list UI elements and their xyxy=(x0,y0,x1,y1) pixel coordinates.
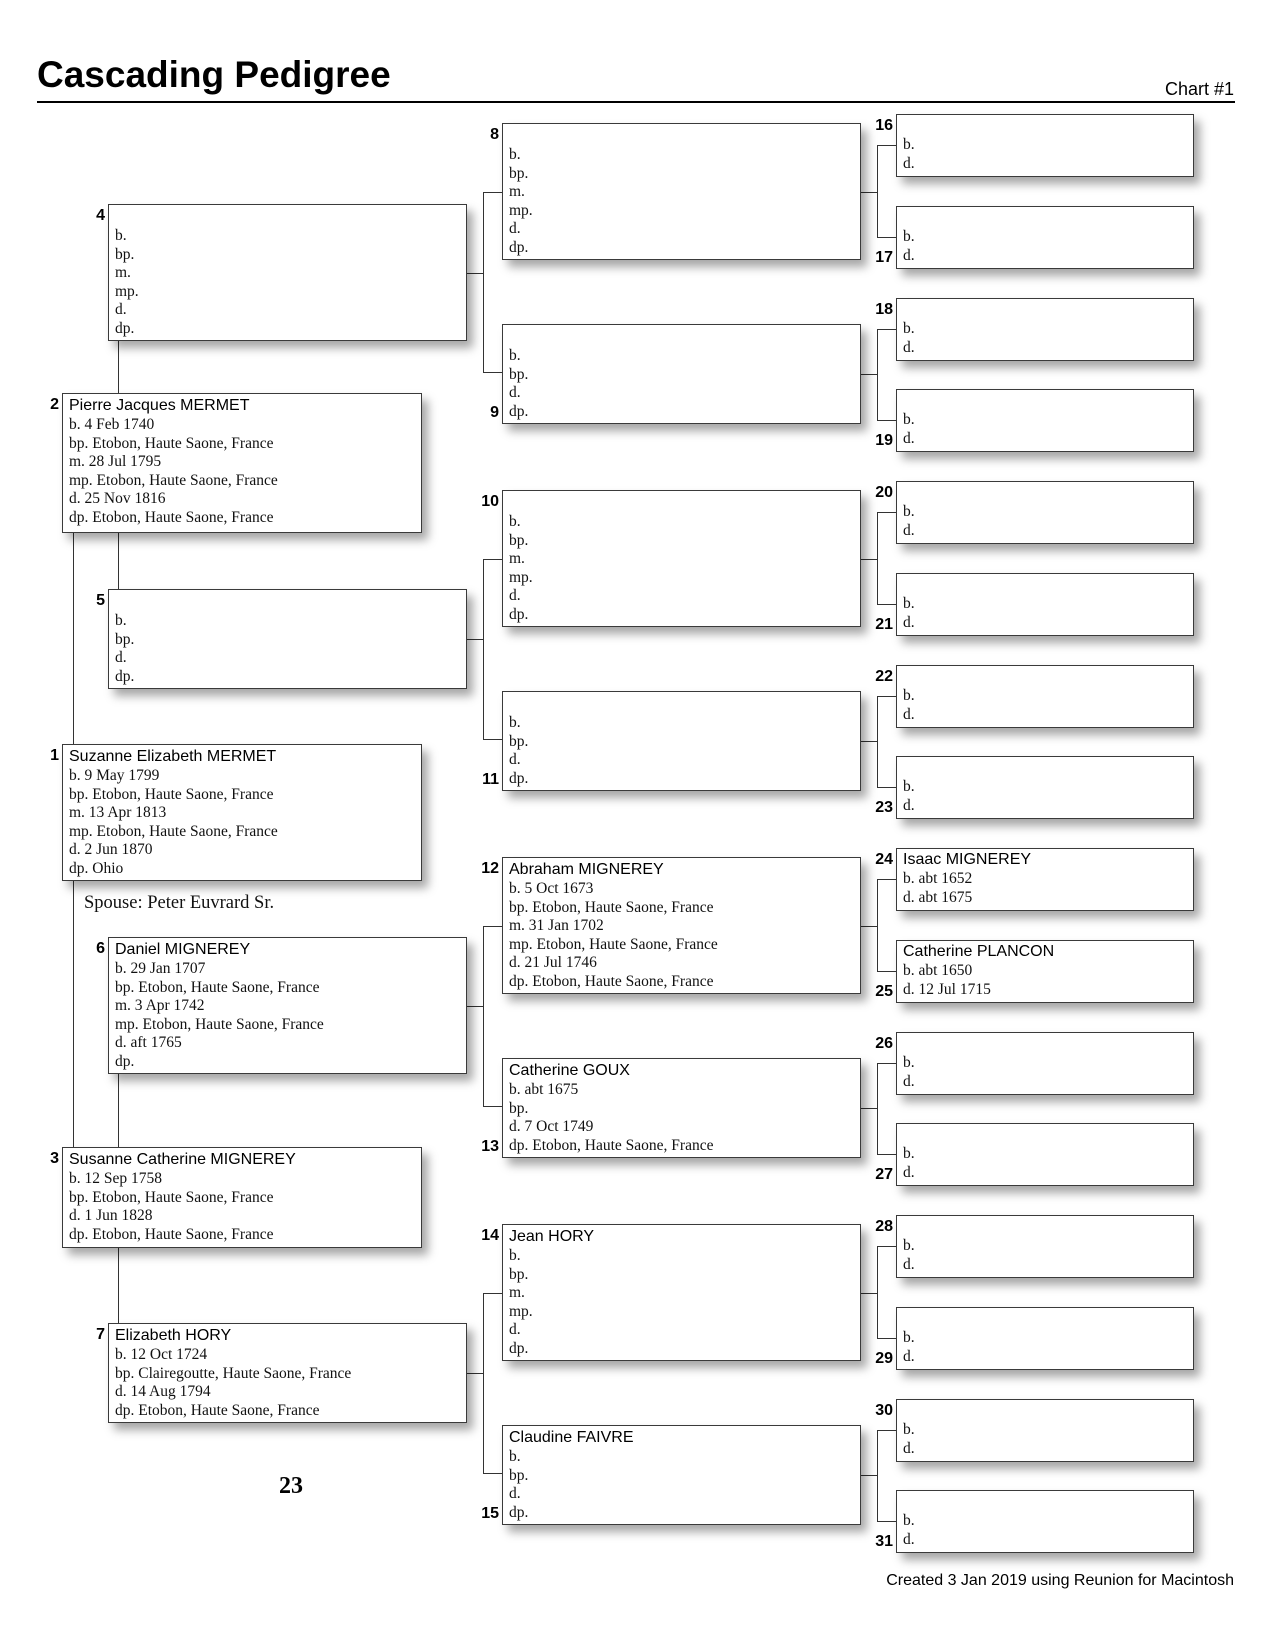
person-detail: dp. xyxy=(509,605,529,623)
connector-line xyxy=(877,879,878,972)
person-name xyxy=(903,1125,1193,1145)
person-box[interactable] xyxy=(896,481,1194,544)
connector-line xyxy=(483,192,503,193)
connector-line xyxy=(483,559,484,740)
person-detail: dp. Etobon, Haute Saone, France xyxy=(509,1136,714,1154)
person-box[interactable] xyxy=(896,1123,1194,1186)
person-detail: b. 5 Oct 1673 xyxy=(509,880,594,897)
connector-line xyxy=(861,374,878,375)
person-detail: b. xyxy=(903,1329,915,1346)
person-detail: d. aft 1765 xyxy=(115,1034,182,1051)
ancestor-number: 21 xyxy=(875,616,893,633)
ancestor-number: 13 xyxy=(481,1138,499,1155)
person-name xyxy=(903,208,1193,228)
connector-line xyxy=(483,926,503,927)
person-name xyxy=(903,1401,1193,1421)
person-name xyxy=(903,1217,1193,1237)
person-name: Catherine PLANCON xyxy=(903,943,1055,960)
person-detail: d. 14 Aug 1794 xyxy=(115,1383,211,1400)
person-detail: d. xyxy=(903,1072,915,1090)
footer-credit: Created 3 Jan 2019 using Reunion for Macintosh xyxy=(886,1572,1234,1589)
person-detail: d. xyxy=(903,338,915,356)
person-box[interactable] xyxy=(502,1058,861,1158)
connector-line xyxy=(118,1074,119,1148)
person-detail: bp. Etobon, Haute Saone, France xyxy=(69,785,274,803)
ancestor-number: 4 xyxy=(96,207,105,224)
person-detail: b. xyxy=(903,136,915,153)
person-detail: dp. xyxy=(509,1503,529,1521)
ancestor-number: 10 xyxy=(481,493,499,510)
person-detail: d. xyxy=(115,649,127,666)
person-detail: d. xyxy=(903,796,915,814)
person-detail: d. xyxy=(509,587,521,604)
ancestor-number: 6 xyxy=(96,940,105,957)
connector-line xyxy=(483,1106,503,1107)
person-name xyxy=(903,1492,1193,1512)
person-detail: d. xyxy=(509,1321,521,1338)
person-box[interactable] xyxy=(896,206,1194,269)
connector-line xyxy=(877,1063,897,1064)
person-detail: b. xyxy=(903,228,915,245)
person-name xyxy=(115,592,466,612)
connector-line xyxy=(877,1246,897,1247)
person-detail: dp. xyxy=(115,667,135,685)
person-detail: mp. xyxy=(115,282,139,300)
person-box[interactable] xyxy=(896,848,1194,911)
person-detail: d. xyxy=(115,301,127,318)
connector-line xyxy=(861,192,878,193)
connector-line xyxy=(877,787,897,788)
ancestor-number: 15 xyxy=(481,1505,499,1522)
person-detail: bp. xyxy=(509,365,529,383)
connector-line xyxy=(483,192,484,373)
ancestor-number: 5 xyxy=(96,592,105,609)
person-detail: d. xyxy=(509,751,521,768)
person-name xyxy=(903,667,1193,687)
connector-line xyxy=(861,926,878,927)
ancestor-number: 31 xyxy=(875,1533,893,1550)
person-box[interactable] xyxy=(896,389,1194,452)
person-box[interactable] xyxy=(896,573,1194,636)
connector-line xyxy=(861,1475,878,1476)
person-box[interactable] xyxy=(896,940,1194,1003)
person-box[interactable] xyxy=(896,1307,1194,1370)
person-detail: d. xyxy=(903,613,915,631)
person-box[interactable] xyxy=(896,665,1194,728)
person-detail: b. xyxy=(509,513,521,530)
connector-line xyxy=(467,639,484,640)
person-detail: bp. Etobon, Haute Saone, France xyxy=(69,434,274,452)
connector-line xyxy=(877,1063,878,1155)
person-box[interactable] xyxy=(896,1032,1194,1095)
person-name xyxy=(509,126,860,146)
ancestor-number: 16 xyxy=(875,117,893,134)
connector-line xyxy=(483,926,484,1107)
connector-line xyxy=(483,559,503,560)
person-detail: bp. xyxy=(509,732,529,750)
person-detail: bp. xyxy=(509,164,529,182)
person-name xyxy=(903,1309,1193,1329)
connector-line xyxy=(118,533,119,590)
person-box[interactable] xyxy=(896,756,1194,819)
person-box[interactable] xyxy=(62,744,422,881)
connector-line xyxy=(877,696,897,697)
person-box[interactable] xyxy=(108,1323,467,1423)
person-detail: dp. Etobon, Haute Saone, France xyxy=(69,1225,274,1243)
ancestor-number: 25 xyxy=(875,983,893,1000)
person-detail: m. xyxy=(509,1284,525,1301)
connector-line xyxy=(467,1006,484,1007)
person-detail: b. abt 1652 xyxy=(903,870,973,887)
person-detail: b. xyxy=(903,595,915,612)
ancestor-number: 11 xyxy=(482,771,499,788)
person-box[interactable] xyxy=(896,114,1194,177)
person-detail: dp. xyxy=(509,238,529,256)
ancestor-number: 19 xyxy=(875,432,893,449)
person-detail: d. 1 Jun 1828 xyxy=(69,1207,153,1224)
ancestor-number: 24 xyxy=(875,851,893,868)
person-detail: m. xyxy=(509,183,525,200)
person-detail: b. abt 1650 xyxy=(903,962,973,979)
person-detail: d. 2 Jun 1870 xyxy=(69,841,153,858)
person-detail: bp. xyxy=(509,1099,529,1117)
person-box[interactable] xyxy=(502,691,861,791)
connector-line xyxy=(877,1430,878,1522)
person-detail: bp. xyxy=(115,245,135,263)
ancestor-number: 17 xyxy=(875,249,893,266)
connector-line xyxy=(877,879,897,880)
person-detail: dp. Etobon, Haute Saone, France xyxy=(509,972,714,990)
person-detail: d. xyxy=(903,705,915,723)
person-box[interactable] xyxy=(108,204,467,341)
person-detail: b. xyxy=(509,347,521,364)
ancestor-number: 9 xyxy=(490,404,499,421)
person-detail: d. xyxy=(903,1255,915,1273)
ancestor-number: 14 xyxy=(481,1227,499,1244)
connector-line xyxy=(877,145,878,238)
person-detail: d. xyxy=(903,429,915,447)
person-detail: bp. xyxy=(509,531,529,549)
ancestor-number: 22 xyxy=(875,668,893,685)
person-name xyxy=(903,391,1193,411)
person-name xyxy=(903,300,1193,320)
person-detail: d. xyxy=(509,1485,521,1502)
person-detail: b. xyxy=(903,1054,915,1071)
person-detail: d. 12 Jul 1715 xyxy=(903,980,991,998)
person-detail: bp. Etobon, Haute Saone, France xyxy=(115,978,320,996)
connector-line xyxy=(483,1473,503,1474)
person-box[interactable] xyxy=(502,490,861,627)
person-detail: b. xyxy=(903,1421,915,1438)
connector-line xyxy=(877,1154,897,1155)
person-detail: mp. xyxy=(509,1302,533,1320)
person-detail: dp. xyxy=(115,1052,135,1070)
ancestor-number: 1 xyxy=(50,747,59,764)
person-box[interactable] xyxy=(502,324,861,424)
person-detail: m. 28 Jul 1795 xyxy=(69,453,162,470)
person-detail: d. xyxy=(509,384,521,401)
ancestor-number: 23 xyxy=(875,799,893,816)
person-detail: dp. Etobon, Haute Saone, France xyxy=(69,508,274,526)
person-detail: d. xyxy=(903,521,915,539)
connector-line xyxy=(861,741,878,742)
person-name: Suzanne Elizabeth MERMET xyxy=(69,748,277,765)
header-rule xyxy=(37,101,1235,103)
person-detail: d. abt 1675 xyxy=(903,888,973,906)
person-detail: b. xyxy=(509,1247,521,1264)
connector-line xyxy=(467,1373,484,1374)
person-detail: b. xyxy=(903,1237,915,1254)
person-detail: b. xyxy=(115,612,127,629)
person-detail: mp. xyxy=(509,201,533,219)
connector-line xyxy=(483,1293,484,1474)
connector-line xyxy=(877,329,897,330)
person-detail: m. xyxy=(509,550,525,567)
person-box[interactable] xyxy=(62,1147,422,1248)
person-box[interactable] xyxy=(502,1224,861,1361)
person-detail: m. xyxy=(115,264,131,281)
person-detail: dp. xyxy=(509,769,529,787)
person-detail: d. xyxy=(509,220,521,237)
person-box[interactable] xyxy=(896,1215,1194,1278)
person-detail: bp. xyxy=(115,630,135,648)
person-detail: b. xyxy=(903,687,915,704)
ancestor-number: 27 xyxy=(875,1166,893,1183)
ancestor-number: 7 xyxy=(96,1326,105,1343)
ancestor-number: 12 xyxy=(481,860,499,877)
person-detail: d. xyxy=(903,246,915,264)
person-detail: d. xyxy=(903,1439,915,1457)
person-detail: mp. Etobon, Haute Saone, France xyxy=(69,822,278,840)
person-detail: bp. xyxy=(509,1466,529,1484)
connector-line xyxy=(877,420,897,421)
person-detail: bp. xyxy=(509,1265,529,1283)
person-detail: bp. Etobon, Haute Saone, France xyxy=(69,1188,274,1206)
person-detail: d. 25 Nov 1816 xyxy=(69,490,166,507)
connector-line xyxy=(861,1108,878,1109)
chart-number: Chart #1 xyxy=(1164,79,1234,99)
person-name xyxy=(903,116,1193,136)
person-name: Pierre Jacques MERMET xyxy=(69,397,250,414)
person-detail: b. xyxy=(509,1448,521,1465)
person-detail: b. xyxy=(115,227,127,244)
ancestor-number: 26 xyxy=(875,1035,893,1052)
person-detail: b. xyxy=(903,1512,915,1529)
person-name: Jean HORY xyxy=(509,1228,595,1245)
connector-line xyxy=(877,1521,897,1522)
person-detail: b. xyxy=(903,503,915,520)
person-detail: mp. Etobon, Haute Saone, France xyxy=(115,1015,324,1033)
person-name xyxy=(509,493,860,513)
connector-line xyxy=(467,273,484,274)
connector-line xyxy=(483,372,503,373)
connector-line xyxy=(877,329,878,421)
person-detail: dp. xyxy=(509,1339,529,1357)
connector-line xyxy=(118,1248,119,1324)
person-box[interactable] xyxy=(502,857,861,994)
person-detail: mp. Etobon, Haute Saone, France xyxy=(509,935,718,953)
ancestor-number: 18 xyxy=(875,301,893,318)
person-detail: mp. xyxy=(509,568,533,586)
connector-line xyxy=(118,341,119,394)
person-name xyxy=(903,1034,1193,1054)
person-detail: b. xyxy=(903,1145,915,1162)
person-detail: b. xyxy=(509,714,521,731)
person-detail: d. xyxy=(903,1347,915,1365)
connector-line xyxy=(877,971,897,972)
person-detail: dp. xyxy=(509,402,529,420)
person-name: Claudine FAIVRE xyxy=(509,1429,634,1446)
connector-line xyxy=(483,739,503,740)
connector-line xyxy=(483,1293,503,1294)
person-name xyxy=(509,694,860,714)
person-box[interactable] xyxy=(896,1490,1194,1553)
ancestor-number: 2 xyxy=(50,396,59,413)
person-name xyxy=(903,758,1193,778)
person-box[interactable] xyxy=(62,393,422,533)
connector-line xyxy=(861,1293,878,1294)
person-detail: d. xyxy=(903,154,915,172)
person-detail: mp. Etobon, Haute Saone, France xyxy=(69,471,278,489)
person-name: Susanne Catherine MIGNEREY xyxy=(69,1151,296,1168)
page-title: Cascading Pedigree xyxy=(37,54,391,95)
person-detail: b. xyxy=(903,411,915,428)
person-name xyxy=(115,207,466,227)
person-name xyxy=(903,575,1193,595)
person-detail: bp. Clairegoutte, Haute Saone, France xyxy=(115,1364,352,1382)
person-name xyxy=(509,327,860,347)
connector-line xyxy=(877,1338,897,1339)
page-number: 23 xyxy=(279,1473,303,1499)
person-detail: dp. xyxy=(115,319,135,337)
person-detail: b. 12 Sep 1758 xyxy=(69,1170,162,1187)
person-detail: d. 7 Oct 1749 xyxy=(509,1118,594,1135)
person-detail: dp. Ohio xyxy=(69,859,124,877)
person-box[interactable] xyxy=(896,298,1194,361)
connector-line xyxy=(877,512,897,513)
connector-line xyxy=(877,145,897,146)
person-detail: b. 12 Oct 1724 xyxy=(115,1346,208,1363)
person-name: Daniel MIGNEREY xyxy=(115,941,251,958)
connector-line xyxy=(877,696,878,788)
person-box[interactable] xyxy=(896,1399,1194,1462)
person-detail: m. 3 Apr 1742 xyxy=(115,997,205,1014)
person-detail: dp. Etobon, Haute Saone, France xyxy=(115,1401,320,1419)
person-detail: d. xyxy=(903,1163,915,1181)
person-box[interactable] xyxy=(502,1425,861,1525)
person-detail: bp. Etobon, Haute Saone, France xyxy=(509,898,714,916)
ancestor-number: 20 xyxy=(875,484,893,501)
person-detail: m. 31 Jan 1702 xyxy=(509,917,604,934)
ancestor-number: 28 xyxy=(875,1218,893,1235)
person-detail: b. 29 Jan 1707 xyxy=(115,960,206,977)
person-name: Elizabeth HORY xyxy=(115,1327,232,1344)
person-detail: b. 9 May 1799 xyxy=(69,767,160,784)
connector-line xyxy=(877,1430,897,1431)
person-detail: b. xyxy=(903,320,915,337)
person-name: Abraham MIGNEREY xyxy=(509,861,664,878)
connector-line xyxy=(877,512,878,605)
person-name xyxy=(903,483,1193,503)
person-detail: d. 21 Jul 1746 xyxy=(509,954,597,971)
person-detail: b. xyxy=(903,778,915,795)
person-box[interactable] xyxy=(108,937,467,1074)
person-detail: b. 4 Feb 1740 xyxy=(69,416,155,433)
person-name: Isaac MIGNEREY xyxy=(903,851,1032,868)
ancestor-number: 30 xyxy=(875,1402,893,1419)
ancestor-number: 8 xyxy=(490,126,499,143)
person-box[interactable] xyxy=(108,589,467,689)
connector-line xyxy=(861,559,878,560)
person-detail: m. 13 Apr 1813 xyxy=(69,804,167,821)
connector-line xyxy=(877,1246,878,1339)
person-name: Catherine GOUX xyxy=(509,1062,630,1079)
person-detail: b. xyxy=(509,146,521,163)
connector-line xyxy=(877,604,897,605)
ancestor-number: 29 xyxy=(875,1350,893,1367)
spouse-note: Spouse: Peter Euvrard Sr. xyxy=(84,893,275,913)
person-detail: b. abt 1675 xyxy=(509,1081,579,1098)
ancestor-number: 3 xyxy=(50,1150,59,1167)
person-box[interactable] xyxy=(502,123,861,260)
connector-line xyxy=(877,237,897,238)
person-detail: d. xyxy=(903,1530,915,1548)
